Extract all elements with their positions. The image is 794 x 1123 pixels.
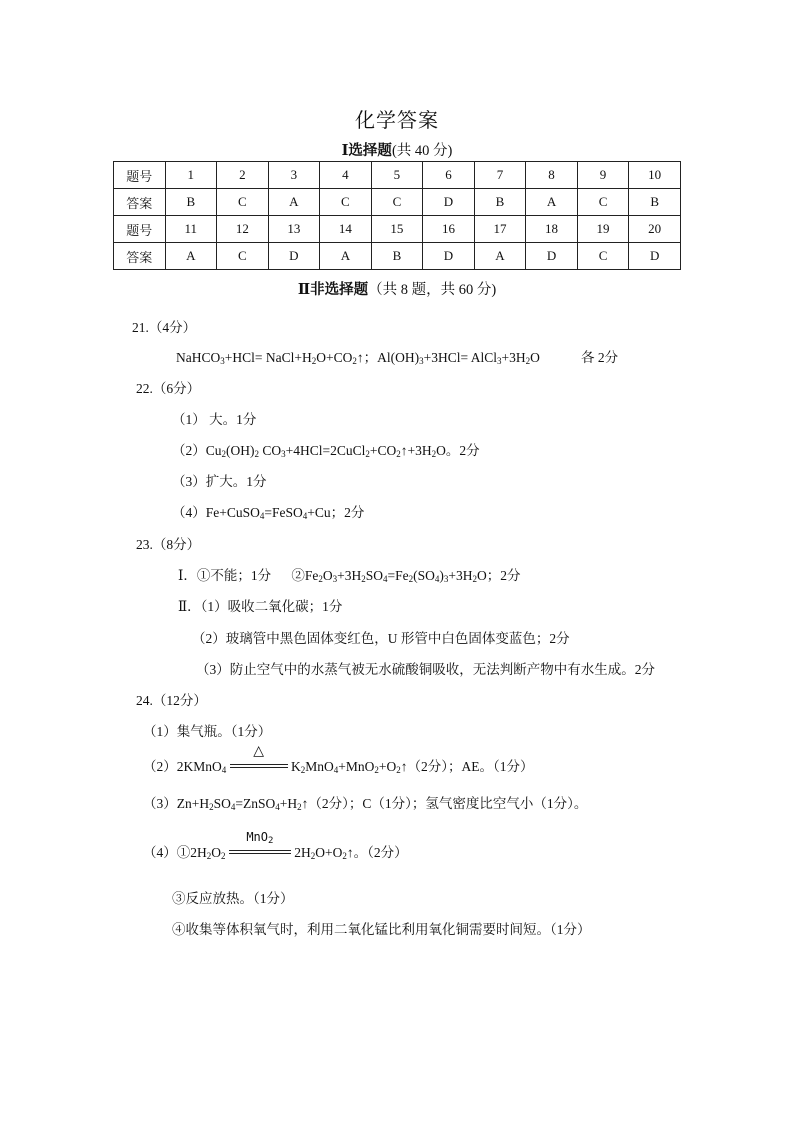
q23-part1: Ⅰ．①不能；1分 $②Fe_2O_3+3H_2SO_4=Fe_2(SO_4)_3+3H_2O$；2分 xyxy=(178,568,521,584)
heat-symbol: △ xyxy=(253,744,265,759)
section-two-label: Ⅱ非选择题 xyxy=(297,282,369,298)
table-cell: 16 xyxy=(423,216,475,243)
table-cell: 17 xyxy=(474,216,526,243)
row-header-cell: 题号 xyxy=(114,216,166,243)
heat-condition xyxy=(230,744,288,771)
table-cell: A xyxy=(165,243,217,270)
table-cell: 19 xyxy=(577,216,629,243)
section-one-points: (共 40 分) xyxy=(391,143,453,159)
q22-part3: （3）扩大。1分 xyxy=(172,474,267,489)
table-cell: B xyxy=(474,189,526,216)
table-cell: 13 xyxy=(268,216,320,243)
table-cell: B xyxy=(371,243,423,270)
table-cell: 3 xyxy=(268,162,320,189)
q23-part1-prefix: Ⅰ．①不能；1分 xyxy=(178,568,272,583)
q24-part4-score: 。（2分） xyxy=(353,845,408,860)
table-cell: 7 xyxy=(474,162,526,189)
table-cell: C xyxy=(371,189,423,216)
table-cell: 8 xyxy=(526,162,578,189)
table-row xyxy=(114,189,681,216)
q24-part5: ③反应放热。（1分） xyxy=(172,891,294,906)
table-cell: C xyxy=(217,243,269,270)
q23-heading: 23.（8分） xyxy=(136,537,201,552)
table-cell: D xyxy=(526,243,578,270)
table-cell: A xyxy=(320,243,372,270)
q24-part4: $(4)①2H_2O_2$ MnO$_2$ $2H_2O+O_2↑$。（2分） xyxy=(143,830,408,861)
q21-heading: 21.（4分） xyxy=(132,320,197,335)
table-cell: D xyxy=(423,189,475,216)
table-cell: 5 xyxy=(371,162,423,189)
section-two-heading xyxy=(0,278,794,299)
table-cell: C xyxy=(217,189,269,216)
table-row xyxy=(114,243,681,270)
table-cell: 11 xyxy=(165,216,217,243)
catalyst-condition xyxy=(229,830,291,857)
q22-part4: （4）Fe+CuSO$_4$=FeSO$_4$+Cu；2分 xyxy=(172,505,365,521)
section-two-points: （共 8 题，共 60 分) xyxy=(368,282,497,298)
table-cell: 12 xyxy=(217,216,269,243)
table-cell: D xyxy=(268,243,320,270)
table-cell: 9 xyxy=(577,162,629,189)
q21-score: 各 2分 xyxy=(581,350,619,365)
table-cell: A xyxy=(268,189,320,216)
table-row xyxy=(114,216,681,243)
table-cell: 6 xyxy=(423,162,475,189)
row-header-cell: 答案 xyxy=(114,189,166,216)
table-cell: 10 xyxy=(629,162,681,189)
row-header-cell: 题号 xyxy=(114,162,166,189)
table-cell: D xyxy=(629,243,681,270)
q22-heading: 22.（6分） xyxy=(136,381,201,396)
table-cell: D xyxy=(423,243,475,270)
q24-part3-tail: （2分）；C（1分）；氢气密度比空气小（1分）。 xyxy=(308,796,588,811)
q22-part2: $(2)Cu_2(OH)_2$ $CO_3+4HCl=2CuCl_2+CO_2↑+3H_2O$。2分 xyxy=(172,443,480,459)
q24-part2-score: （2分）；AE。（1分） xyxy=(407,759,534,774)
table-cell: 2 xyxy=(217,162,269,189)
table-cell: 1 xyxy=(165,162,217,189)
table-cell: C xyxy=(577,243,629,270)
table-cell: 20 xyxy=(629,216,681,243)
table-cell: 4 xyxy=(320,162,372,189)
q24-part2: （2）2KMnO$_4$ △ $K_2MnO_4+MnO_2+O_2↑(2$分）；AE。（1分） xyxy=(143,744,534,775)
page-title: 化学答案 xyxy=(355,110,439,132)
table-cell: 18 xyxy=(526,216,578,243)
row-header-cell: 答案 xyxy=(114,243,166,270)
q23-part2-1: Ⅱ．（1）吸收二氧化碳；1分 xyxy=(178,599,343,614)
table-cell: C xyxy=(577,189,629,216)
table-row xyxy=(114,162,681,189)
q24-part6: ④收集等体积氧气时，利用二氧化锰比利用氧化铜需要时间短。（1分） xyxy=(172,922,591,937)
section-one-label: Ⅰ选择题 xyxy=(341,143,392,159)
answer-table xyxy=(113,161,681,270)
q23-part2-2: （2）玻璃管中黑色固体变红色，U 形管中白色固体变蓝色；2分 xyxy=(192,631,570,646)
table-cell: B xyxy=(165,189,217,216)
table-cell: A xyxy=(526,189,578,216)
table-cell: A xyxy=(474,243,526,270)
q22-part4-score: ；2分 xyxy=(330,505,365,520)
q22-part1: （1） 大。1分 xyxy=(172,412,257,427)
q22-part2-score: 。2分 xyxy=(445,443,480,458)
q21-equations: NaHCO$_3$+HCl= $NaCl+H_2O+CO_2↑$；$Al(OH)_3+3HCl=$ $AlCl_3+3H_2O$ xyxy=(176,350,540,366)
q23-part1-score: ；2分 xyxy=(486,568,521,583)
section-one-heading xyxy=(0,139,794,160)
table-cell: B xyxy=(629,189,681,216)
q24-part3: $(3)Zn+H_2SO_4=ZnSO_4+H_2↑(2$分）；C（1分）；氢气密度比空气小（1分）。 xyxy=(143,796,588,812)
table-cell: 14 xyxy=(320,216,372,243)
q24-part1: （1）集气瓶。（1分） xyxy=(143,724,272,739)
q24-heading: 24.（12分） xyxy=(136,693,207,708)
catalyst-label: MnO$_2$ xyxy=(246,830,274,846)
q23-part2-3: （3）防止空气中的水蒸气被无水硫酸铜吸收，无法判断产物中有水生成。2分 xyxy=(196,662,655,677)
table-cell: C xyxy=(320,189,372,216)
table-cell: 15 xyxy=(371,216,423,243)
